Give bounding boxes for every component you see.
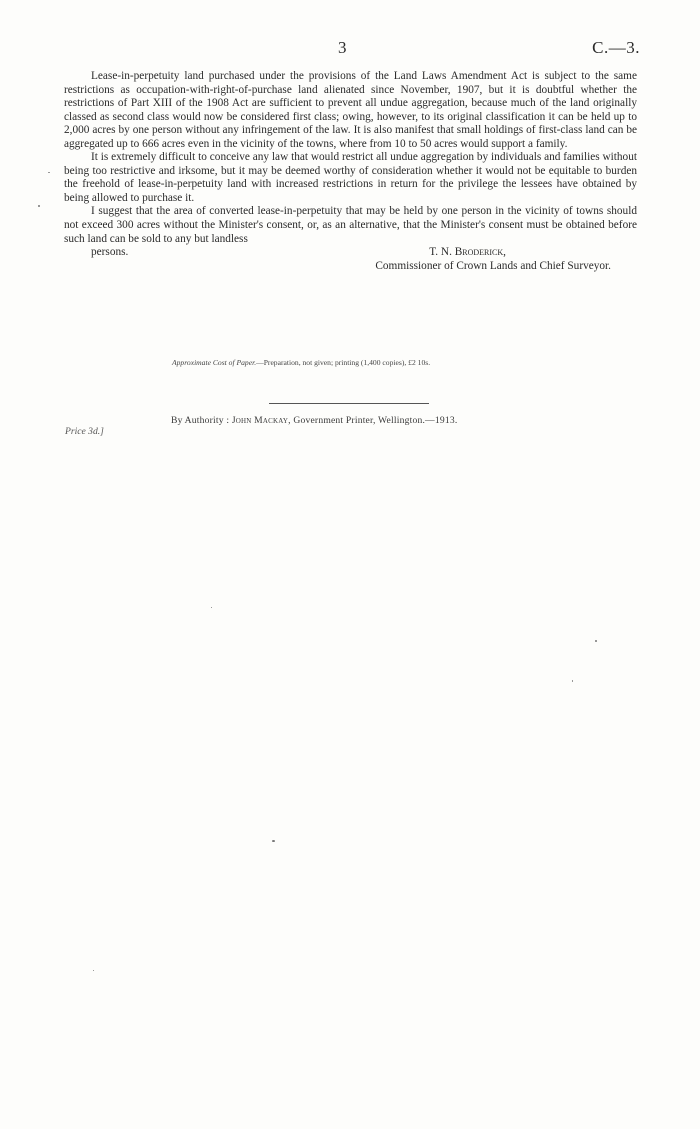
signatory-title: Commissioner of Crown Lands and Chief Surveyor.: [375, 259, 611, 272]
cost-label: Approximate Cost of Paper.: [172, 358, 257, 367]
signature-line: [64, 246, 637, 260]
printer-authority-line: [171, 415, 457, 426]
scan-speck: [595, 640, 597, 642]
signatory-name: [402, 246, 506, 260]
signatory-initials: T. N.: [429, 246, 452, 259]
document-code: C.—3.: [592, 38, 640, 57]
signatory-surname: Broderick,: [454, 246, 506, 259]
scan-speck: [572, 680, 573, 682]
scan-speck: [38, 205, 40, 207]
scan-speck: [93, 970, 94, 971]
printer-name: John Mackay,: [231, 415, 291, 426]
paragraph-3: I suggest that the area of converted lease-in-perpetuity that may be held by one person in the vicinity of towns should not exceed 300 acres without the Minister's consent, or, as an alternative, that the Minister's consent must be obtained before such land can be sold to any but landless: [64, 205, 637, 245]
scan-speck: [272, 840, 275, 842]
page-number: 3: [338, 38, 347, 57]
divider-rule: [269, 403, 429, 404]
authority-suffix: Government Printer, Wellington.—1913.: [293, 415, 458, 426]
cost-of-paper-note: [172, 358, 430, 367]
paragraph-3-last-word: persons.: [91, 246, 129, 259]
paragraph-1: Lease-in-perpetuity land purchased under the provisions of the Land Laws Amendment Act is subject to the same restrictions as occupation-with-right-of-purchase land alienated since November, 1907, but it is doubtful whether the restrictions of Part XIII of the 1908 Act are sufficient to prevent all undue aggregation, because much of the land originally classed as second class would now be considered first class; owing, however, to its original classification it can be held up to 2,000 acres by one person without any infringement of the law. It is also manifest that small holdings of first-class land can be aggregated up to 666 acres even in the vicinity of the towns, where from 10 to 50 acres would support a family.: [64, 70, 637, 150]
price-note: Price 3d.]: [65, 426, 104, 437]
scan-speck: [48, 172, 50, 173]
report-body: [64, 70, 637, 273]
scan-speck: [211, 607, 212, 608]
authority-prefix: By Authority :: [171, 415, 230, 426]
paragraph-2: It is extremely difficult to conceive any law that would restrict all undue aggregation by individuals and families without being too restrictive and irksome, but it may be deemed worthy of consideration whether it would not be equitable to burden the freehold of lease-in-perpetuity land with increased restrictions in return for the privilege the lessees have obtained by being allowed to purchase it.: [64, 151, 637, 204]
cost-text: —Preparation, not given; printing (1,400 copies), £2 10s.: [256, 358, 431, 367]
